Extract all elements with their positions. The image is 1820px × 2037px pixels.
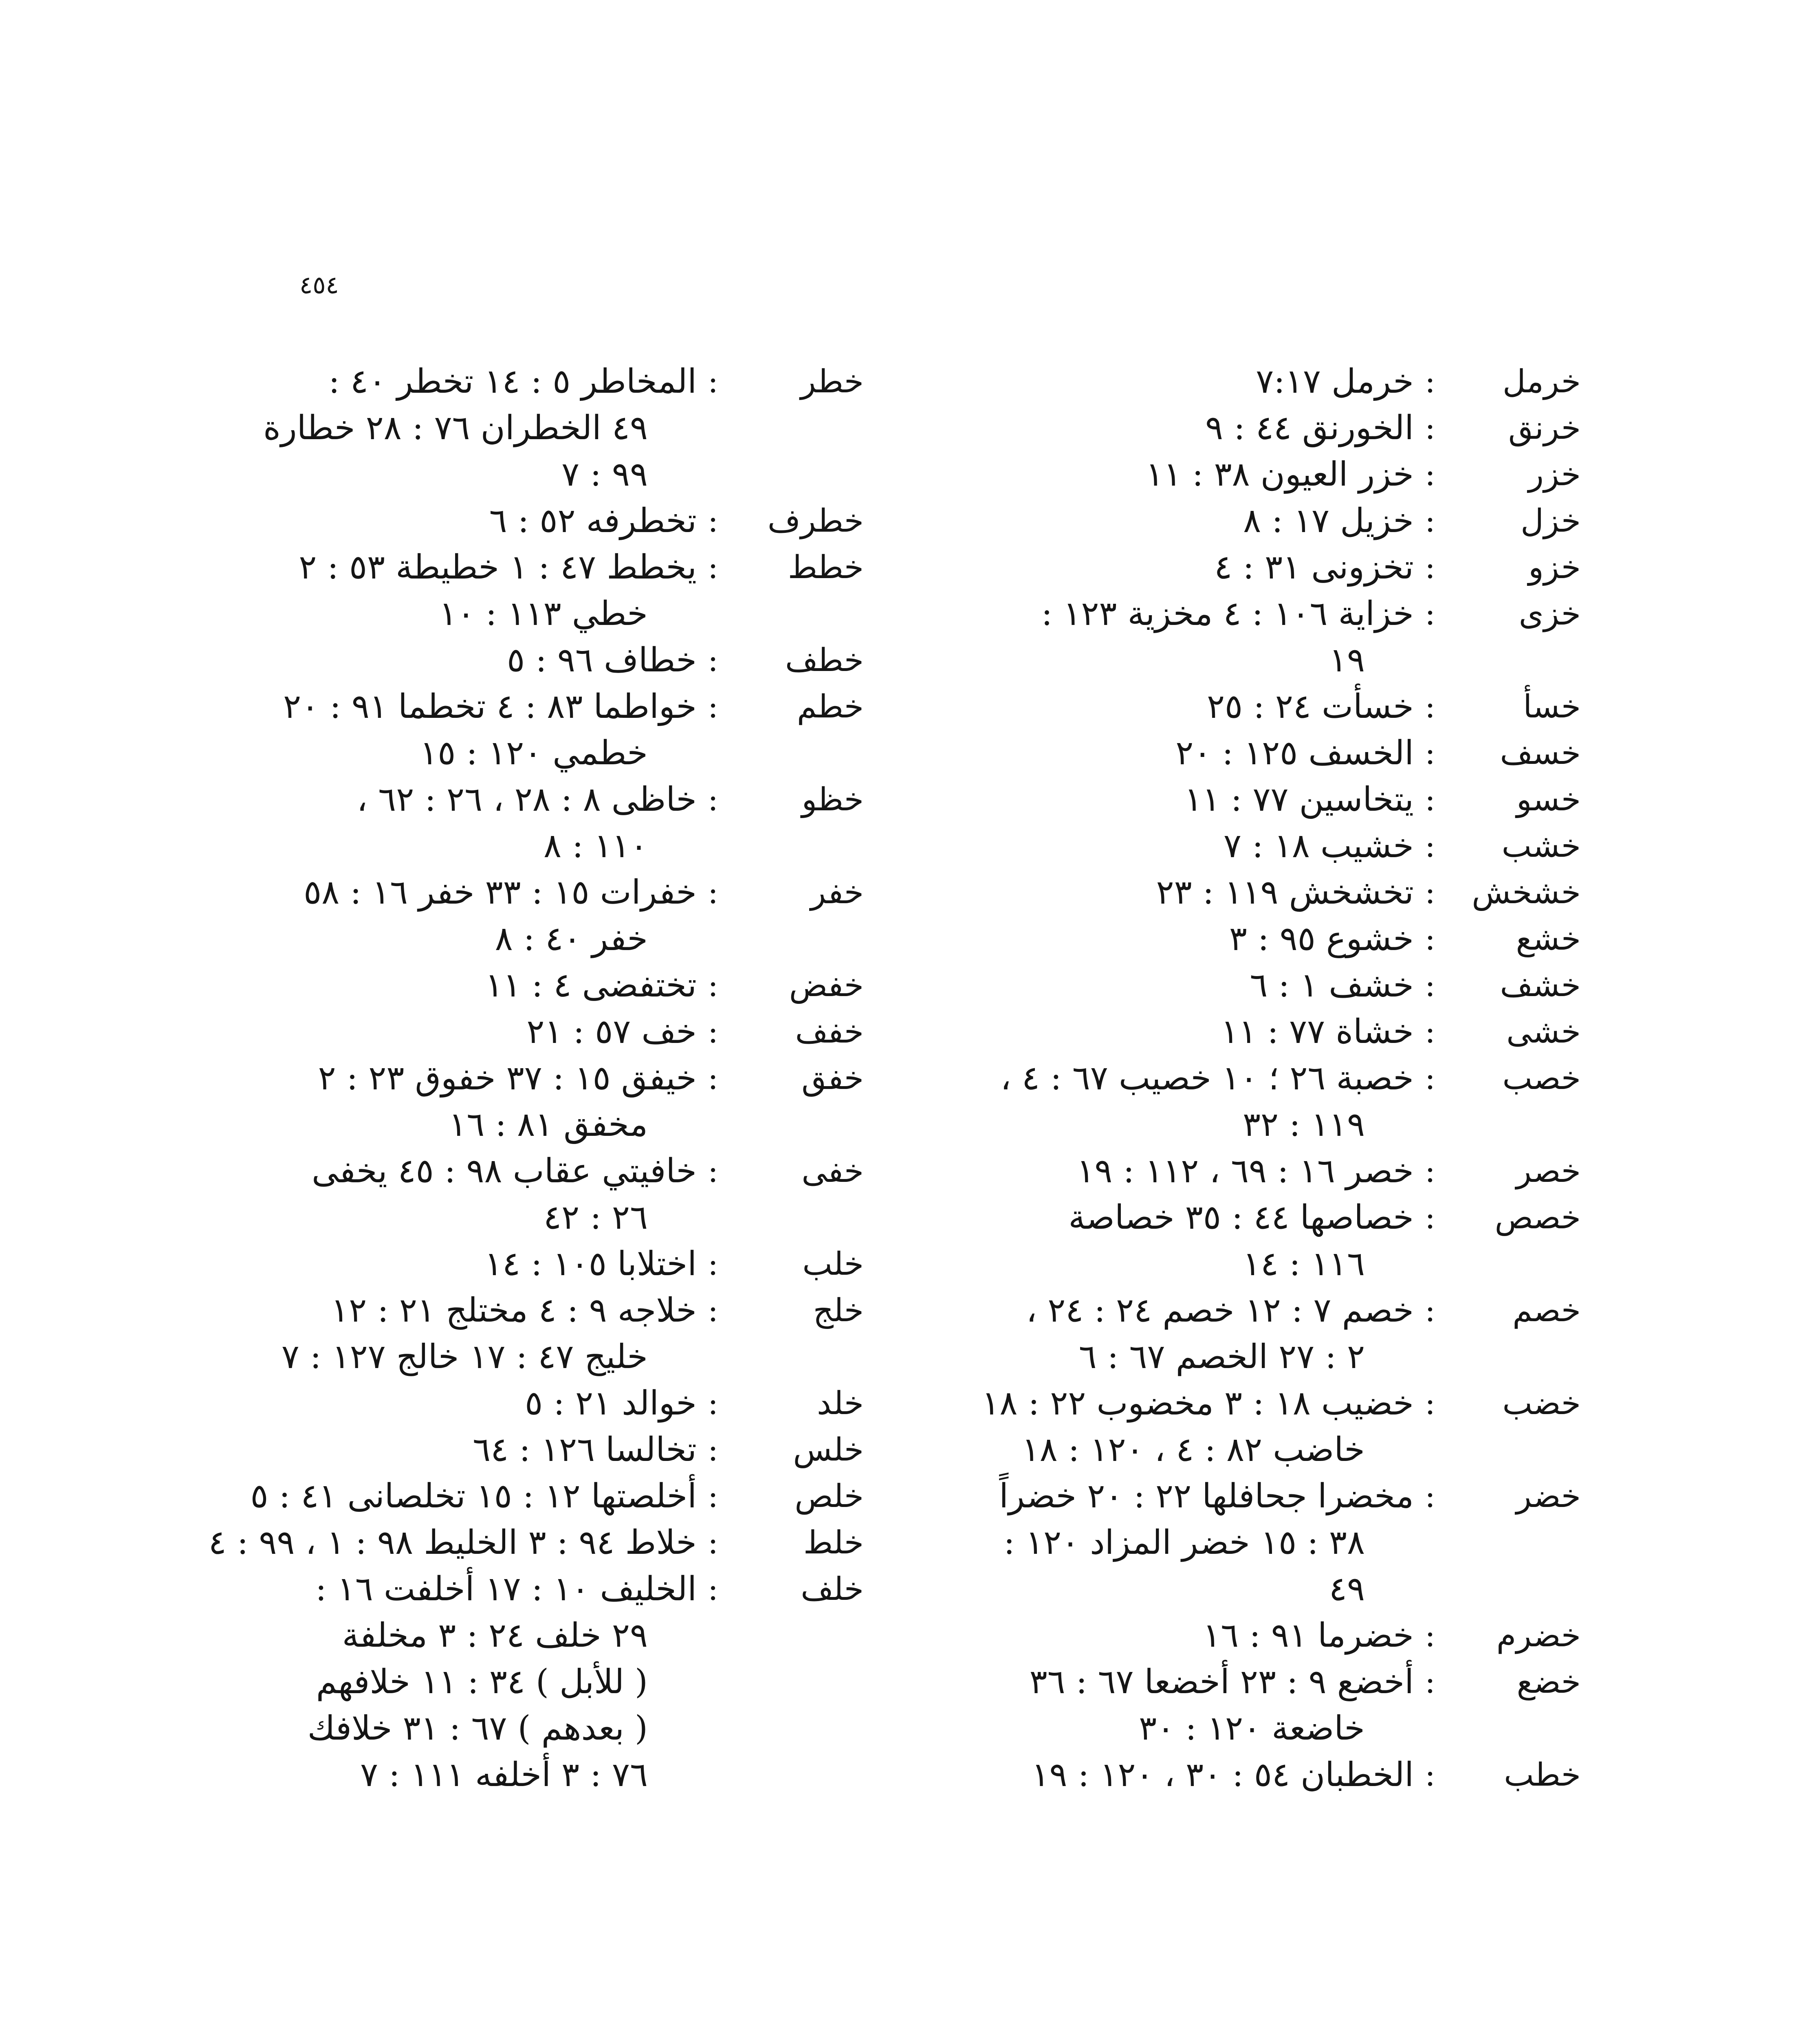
entry-root: خصر xyxy=(1516,1153,1581,1190)
entry-references xyxy=(261,1009,697,1055)
entry-separator: : xyxy=(707,1153,719,1190)
index-entry xyxy=(978,544,1581,591)
index-entry xyxy=(208,1520,864,1566)
entry-separator: : xyxy=(707,689,719,725)
entry-references xyxy=(978,869,1414,916)
entry-references xyxy=(251,1473,697,1520)
entry-root: خلس xyxy=(793,1432,864,1468)
reference-line: خشيب ١٨ : ٧ xyxy=(1223,827,1414,865)
entry-separator: : xyxy=(1424,363,1436,400)
entry-root: خطر xyxy=(800,363,864,400)
index-entry xyxy=(261,1055,864,1148)
entry-root: خضر xyxy=(1516,1478,1581,1515)
index-entry xyxy=(978,591,1581,684)
entry-separator: : xyxy=(1424,1014,1436,1050)
reference-line: خافيتي عقاب ٩٨ : ٤٥ يخفى xyxy=(311,1152,697,1190)
reference-line: خفرات ١٥ : ٣٣ خفر ١٦ : ٥٨ xyxy=(304,873,697,912)
entry-separator: : xyxy=(707,503,719,539)
reference-line: ٢٦ : ٤٢ xyxy=(544,1198,648,1237)
entry-root: خطم xyxy=(797,689,864,725)
entry-root: خشف xyxy=(1500,967,1581,1004)
entry-references xyxy=(978,498,1414,544)
index-entry xyxy=(978,1752,1581,1798)
reference-line: خصر ١٦ : ٦٩ ، ١١٢ : ١٩ xyxy=(1076,1152,1414,1190)
entry-references xyxy=(978,591,1414,684)
reference-line: اختلابا ١٠٥ : ١٤ xyxy=(484,1245,697,1283)
reference-line: تخالسا ١٢٦ : ٦٤ xyxy=(473,1430,697,1469)
entry-root: خرنق xyxy=(1508,410,1581,447)
reference-line: ( بعدهم ) ٦٧ : ٣١ خلافك xyxy=(307,1709,648,1748)
entry-separator: : xyxy=(707,1014,719,1050)
index-entry xyxy=(261,869,864,962)
reference-line: خطي ١١٣ : ١٠ xyxy=(439,594,648,633)
entry-references xyxy=(261,962,697,1009)
reference-line: يتخاسين ٧٧ : ١١ xyxy=(1184,780,1414,819)
entry-separator: : xyxy=(1424,735,1436,772)
index-entry xyxy=(261,1380,864,1427)
entry-references xyxy=(261,1055,697,1148)
reference-line: ١١٩ : ٣٢ xyxy=(1243,1105,1365,1144)
entry-root: خفف xyxy=(795,1014,864,1050)
entry-separator: : xyxy=(1424,1153,1436,1190)
index-entry xyxy=(261,962,864,1009)
entry-references xyxy=(261,1427,697,1473)
entry-root: خسف xyxy=(1500,735,1581,772)
reference-line: خواطما ٨٣ : ٤ تخطما ٩١ : ٢٠ xyxy=(283,687,697,726)
reference-line: ١١٠ : ٨ xyxy=(544,827,648,865)
entry-root: خزى xyxy=(1519,596,1581,632)
index-entry xyxy=(978,498,1581,544)
entry-separator: : xyxy=(1424,1385,1436,1422)
reference-line: ٤٩ الخطران ٧٦ : ٢٨ خطارة xyxy=(263,409,648,447)
reference-line: ( للأبل ) ٣٤ : ١١ خلافهم xyxy=(316,1663,648,1701)
entry-root: خفى xyxy=(801,1153,864,1190)
entry-references xyxy=(261,359,697,498)
index-entry xyxy=(261,359,864,498)
entry-root: خفق xyxy=(801,1060,864,1097)
entry-separator: : xyxy=(707,363,719,400)
reference-line: يخطط ٤٧ : ١ خطيطة ٥٣ : ٢ xyxy=(299,548,697,587)
entry-references xyxy=(978,1148,1414,1194)
reference-line: خف ٥٧ : ٢١ xyxy=(526,1012,697,1051)
entry-references xyxy=(978,405,1414,451)
reference-line: خزاية ١٠٦ : ٤ مخزية ١٢٣ : xyxy=(1041,594,1414,633)
entry-root: خفض xyxy=(789,967,864,1004)
reference-line: خشاة ٧٧ : ١١ xyxy=(1221,1012,1414,1051)
entry-root: خصم xyxy=(1512,1292,1581,1329)
index-entry xyxy=(261,498,864,544)
reference-line: ٢٩ خلف ٢٤ : ٣ مخلفة xyxy=(342,1616,648,1655)
entry-separator: : xyxy=(1424,1478,1436,1515)
entry-separator: : xyxy=(707,1385,719,1422)
entry-references xyxy=(978,1612,1414,1659)
entry-root: خفر xyxy=(810,874,864,911)
reference-line: الخسف ١٢٥ : ٢٠ xyxy=(1175,734,1414,772)
index-entry xyxy=(978,1055,1581,1148)
entry-separator: : xyxy=(1424,1292,1436,1329)
entry-separator: : xyxy=(707,1524,719,1561)
entry-references xyxy=(978,1194,1414,1287)
index-entry xyxy=(250,1473,864,1520)
entry-separator: : xyxy=(1424,456,1436,493)
reference-line: خصاصها ٤٤ : ٣٥ خصاصة xyxy=(1068,1198,1414,1237)
entry-references xyxy=(978,1380,1414,1473)
index-entry xyxy=(978,823,1581,869)
entry-root: خضرم xyxy=(1496,1617,1581,1654)
entry-separator: : xyxy=(1424,828,1436,865)
entry-references xyxy=(978,1287,1414,1380)
entry-references xyxy=(261,1241,697,1287)
reference-line: الخورنق ٤٤ : ٩ xyxy=(1205,409,1414,447)
entry-root: خشب xyxy=(1501,828,1581,865)
reference-line: خسأت ٢٤ : ٢٥ xyxy=(1206,687,1414,726)
reference-line: تخطرفه ٥٢ : ٦ xyxy=(489,502,697,540)
entry-references xyxy=(261,544,697,637)
reference-line: تخزونى ٣١ : ٤ xyxy=(1214,548,1414,587)
reference-line: ١١٦ : ١٤ xyxy=(1243,1245,1365,1283)
entry-separator: : xyxy=(1424,967,1436,1004)
entry-references xyxy=(261,498,697,544)
entry-references xyxy=(978,359,1414,405)
index-entry xyxy=(978,1659,1581,1752)
entry-root: خلص xyxy=(794,1478,864,1515)
index-entry xyxy=(978,1612,1581,1659)
entry-references xyxy=(978,1659,1414,1752)
index-column-right xyxy=(978,359,1581,1798)
entry-separator: : xyxy=(707,1060,719,1097)
entry-root: خلط xyxy=(803,1524,864,1561)
entry-separator: : xyxy=(707,967,719,1004)
reference-line: خرمل ٧:١٧ xyxy=(1256,362,1414,401)
entry-separator: : xyxy=(1424,549,1436,586)
reference-line: مخفق ٨١ : ١٦ xyxy=(449,1105,648,1144)
reference-line: خفر ٤٠ : ٨ xyxy=(495,920,648,958)
entry-references xyxy=(978,451,1414,498)
entry-root: خطب xyxy=(1504,1757,1581,1793)
entry-root: خلب xyxy=(802,1246,864,1282)
entry-separator: : xyxy=(707,874,719,911)
reference-line: تخشخش ١١٩ : ٢٣ xyxy=(1156,873,1414,912)
reference-line: مخضرا جحافلها ٢٢ : ٢٠ خضراً xyxy=(999,1477,1414,1516)
entry-separator: : xyxy=(707,1571,719,1608)
entry-separator: : xyxy=(1424,596,1436,632)
entry-root: خشى xyxy=(1506,1014,1581,1050)
index-entry xyxy=(978,916,1581,962)
entry-references xyxy=(209,1520,697,1566)
index-entry xyxy=(978,730,1581,777)
index-entry xyxy=(978,1380,1581,1473)
entry-references xyxy=(978,544,1414,591)
index-entry xyxy=(978,1148,1581,1194)
entry-root: خرمل xyxy=(1502,363,1581,400)
reference-line: خليج ٤٧ : ١٧ خالج ١٢٧ : ٧ xyxy=(281,1337,648,1376)
entry-references xyxy=(978,684,1414,730)
entry-separator: : xyxy=(707,1246,719,1282)
entry-separator: : xyxy=(1424,1664,1436,1700)
reference-line: خصم ٧ : ١٢ خصم ٢٤ : ٢٤ ، xyxy=(1026,1291,1414,1330)
entry-separator: : xyxy=(1424,874,1436,911)
reference-line: خصبة ٢٦ ؛ ١٠ خصيب ٦٧ : ٤ ، xyxy=(1000,1059,1414,1098)
entry-references xyxy=(261,777,697,869)
entry-root: خلف xyxy=(801,1571,864,1608)
index-entry xyxy=(978,684,1581,730)
entry-separator: : xyxy=(1424,1757,1436,1793)
index-entry xyxy=(261,1009,864,1055)
entry-references xyxy=(978,1473,1414,1612)
reference-line: أخلصتها ١٢ : ١٥ تخلصانى ٤١ : ٥ xyxy=(250,1477,697,1516)
entry-separator: : xyxy=(707,642,719,679)
entry-root: خشع xyxy=(1516,921,1581,957)
entry-separator: : xyxy=(1424,689,1436,725)
reference-line: خضرما ٩١ : ١٦ xyxy=(1203,1616,1414,1655)
index-entry xyxy=(978,1194,1581,1287)
reference-line: خشف ١ : ٦ xyxy=(1250,966,1414,1005)
entry-root: خشخش xyxy=(1472,874,1581,911)
reference-line: ٣٨ : ١٥ خضر المزاد ١٢٠ : xyxy=(1004,1523,1365,1562)
reference-line: خاضعة ١٢٠ : ٣٠ xyxy=(1139,1709,1365,1748)
reference-line: خاظى ٨ : ٢٨ ، ٢٦ : ٦٢ ، xyxy=(357,780,697,819)
page-number: ٤٥٤ xyxy=(299,271,339,299)
index-entry xyxy=(261,777,864,869)
index-entry xyxy=(978,1473,1581,1612)
entry-root: خلج xyxy=(813,1292,864,1329)
reference-line: الخليف ١٠ : ١٧ أخلفت ١٦ : xyxy=(315,1570,697,1608)
entry-separator: : xyxy=(1424,503,1436,539)
index-entry xyxy=(978,451,1581,498)
index-column-left xyxy=(208,359,864,1798)
entry-separator: : xyxy=(1424,1617,1436,1654)
index-entry xyxy=(978,359,1581,405)
entry-references xyxy=(261,869,697,962)
entry-references xyxy=(978,1055,1414,1148)
entry-references xyxy=(261,684,697,777)
reference-line: ٢ : ٢٧ الخصم ٦٧ : ٦ xyxy=(1078,1337,1365,1376)
entry-root: خضب xyxy=(1502,1385,1581,1422)
entry-references xyxy=(978,730,1414,777)
index-entry xyxy=(261,684,864,777)
reference-line: خزر العيون ٣٨ : ١١ xyxy=(1145,455,1414,494)
index-entry xyxy=(978,962,1581,1009)
entry-references xyxy=(978,823,1414,869)
entry-separator: : xyxy=(1424,410,1436,447)
index-entry xyxy=(261,637,864,684)
reference-line: الخطبان ٥٤ : ٣٠ ، ١٢٠ : ١٩ xyxy=(1031,1755,1414,1794)
entry-root: خصص xyxy=(1494,1199,1581,1236)
entry-separator: : xyxy=(1424,1199,1436,1236)
entry-separator: : xyxy=(1424,781,1436,818)
entry-references xyxy=(978,1009,1414,1055)
entry-separator: : xyxy=(707,1432,719,1468)
entry-references xyxy=(261,1287,697,1380)
entry-root: خضع xyxy=(1516,1664,1581,1700)
reference-line: خشوع ٩٥ : ٣ xyxy=(1229,920,1414,958)
index-entry xyxy=(978,869,1581,916)
reference-line: خزيل ١٧ : ٨ xyxy=(1243,502,1414,540)
reference-line: خطمي ١٢٠ : ١٥ xyxy=(420,734,648,772)
entry-references xyxy=(261,1380,697,1427)
entry-references xyxy=(978,916,1414,962)
entry-references xyxy=(261,1566,697,1798)
reference-line: ٩٩ : ٧ xyxy=(561,455,648,494)
entry-separator: : xyxy=(707,1292,719,1329)
entry-root: خسأ xyxy=(1523,689,1581,725)
reference-line: ٤٩ xyxy=(1329,1570,1365,1608)
index-entry xyxy=(261,1287,864,1380)
reference-line: خلاط ٩٤ : ٣ الخليط ٩٨ : ١ ، ٩٩ : ٤ xyxy=(208,1523,697,1562)
entry-references xyxy=(978,777,1414,823)
entry-references xyxy=(261,1148,697,1241)
reference-line: المخاطر ٥ : ١٤ تخطر ٤٠ : xyxy=(328,362,697,401)
entry-root: خزر xyxy=(1528,456,1581,493)
reference-line: خاضب ٨٢ : ٤ ، ١٢٠ : ١٨ xyxy=(1021,1430,1365,1469)
reference-line: خيفق ١٥ : ٣٧ خفوق ٢٣ : ٢ xyxy=(318,1059,697,1098)
entry-separator: : xyxy=(707,781,719,818)
index-entry xyxy=(978,405,1581,451)
entry-root: خزو xyxy=(1528,549,1581,586)
entry-references xyxy=(978,962,1414,1009)
reference-line: تختفضى ٤ : ١١ xyxy=(485,966,697,1005)
entry-separator: : xyxy=(1424,921,1436,957)
entry-root: خطرف xyxy=(767,503,864,539)
entry-separator: : xyxy=(707,1478,719,1515)
reference-line: أخضع ٩ : ٢٣ أخضعا ٦٧ : ٣٦ xyxy=(1029,1663,1414,1701)
entry-root: خطط xyxy=(788,549,864,586)
entry-references xyxy=(978,1752,1414,1798)
index-entry xyxy=(261,1148,864,1241)
index-entry xyxy=(261,544,864,637)
index-entry xyxy=(978,1009,1581,1055)
index-entry xyxy=(978,1287,1581,1380)
reference-line: خطاف ٩٦ : ٥ xyxy=(507,641,697,680)
entry-root: خزل xyxy=(1521,503,1581,539)
index-entry xyxy=(261,1241,864,1287)
reference-line: ٧٦ : ٣ أخلفه ١١١ : ٧ xyxy=(360,1755,648,1794)
entry-separator: : xyxy=(1424,1060,1436,1097)
index-entry xyxy=(261,1566,864,1798)
entry-references xyxy=(261,637,697,684)
reference-line: ١٩ xyxy=(1329,641,1365,680)
entry-root: خظو xyxy=(801,781,864,818)
entry-separator: : xyxy=(707,549,719,586)
entry-root: خطف xyxy=(785,642,864,679)
entry-root: خلد xyxy=(817,1385,864,1422)
reference-line: خضيب ١٨ : ٣ مخضوب ٢٢ : ١٨ xyxy=(982,1384,1414,1423)
entry-root: خصب xyxy=(1502,1060,1581,1097)
entry-root: خسو xyxy=(1516,781,1581,818)
reference-line: خلاجه ٩ : ٤ مختلج ٢١ : ١٢ xyxy=(331,1291,697,1330)
reference-line: خوالد ٢١ : ٥ xyxy=(525,1384,697,1423)
index-entry xyxy=(261,1427,864,1473)
index-entry xyxy=(978,777,1581,823)
